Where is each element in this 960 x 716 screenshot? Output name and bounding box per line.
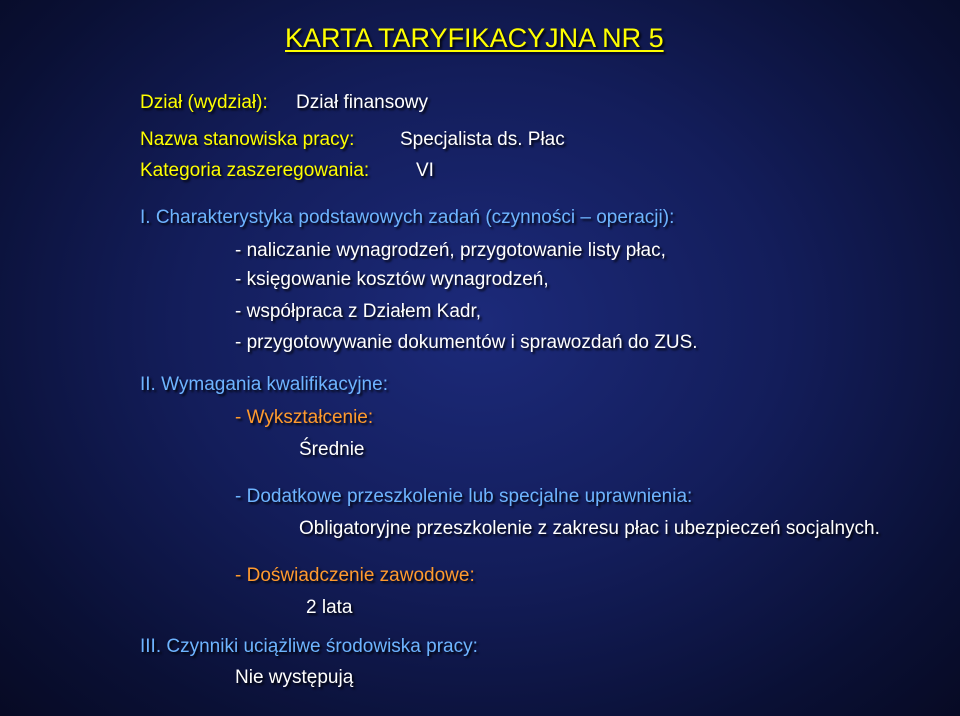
section-1-item: - księgowanie kosztów wynagrodzeń, bbox=[235, 269, 549, 290]
education-value: Średnie bbox=[299, 439, 365, 460]
department-label: Dział (wydział): bbox=[140, 92, 268, 113]
position-value: Specjalista ds. Płac bbox=[400, 129, 565, 150]
category-value: VI bbox=[416, 160, 434, 181]
experience-label: - Doświadczenie zawodowe: bbox=[235, 565, 475, 586]
page-title: KARTA TARYFIKACYJNA NR 5 bbox=[285, 23, 664, 53]
training-label: - Dodatkowe przeszkolenie lub specjalne uprawnienia: bbox=[235, 486, 693, 507]
section-1-item: - naliczanie wynagrodzeń, przygotowanie listy płac, bbox=[235, 240, 666, 261]
section-2-heading: II. Wymagania kwalifikacyjne: bbox=[140, 374, 388, 395]
section-1-heading: I. Charakterystyka podstawowych zadań (czynności – operacji): bbox=[140, 207, 675, 228]
education-label: - Wykształcenie: bbox=[235, 407, 374, 428]
training-value: Obligatoryjne przeszkolenie z zakresu płac i ubezpieczeń socjalnych. bbox=[299, 518, 880, 539]
position-label: Nazwa stanowiska pracy: bbox=[140, 129, 355, 150]
section-3-value: Nie występują bbox=[235, 667, 354, 688]
section-1-item: - przygotowywanie dokumentów i sprawozdań do ZUS. bbox=[235, 332, 698, 353]
section-1-item: - współpraca z Działem Kadr, bbox=[235, 301, 482, 322]
experience-value: 2 lata bbox=[306, 597, 353, 618]
section-3-heading: III. Czynniki uciążliwe środowiska pracy: bbox=[140, 636, 478, 657]
category-label: Kategoria zaszeregowania: bbox=[140, 160, 370, 181]
department-value: Dział finansowy bbox=[296, 92, 428, 113]
